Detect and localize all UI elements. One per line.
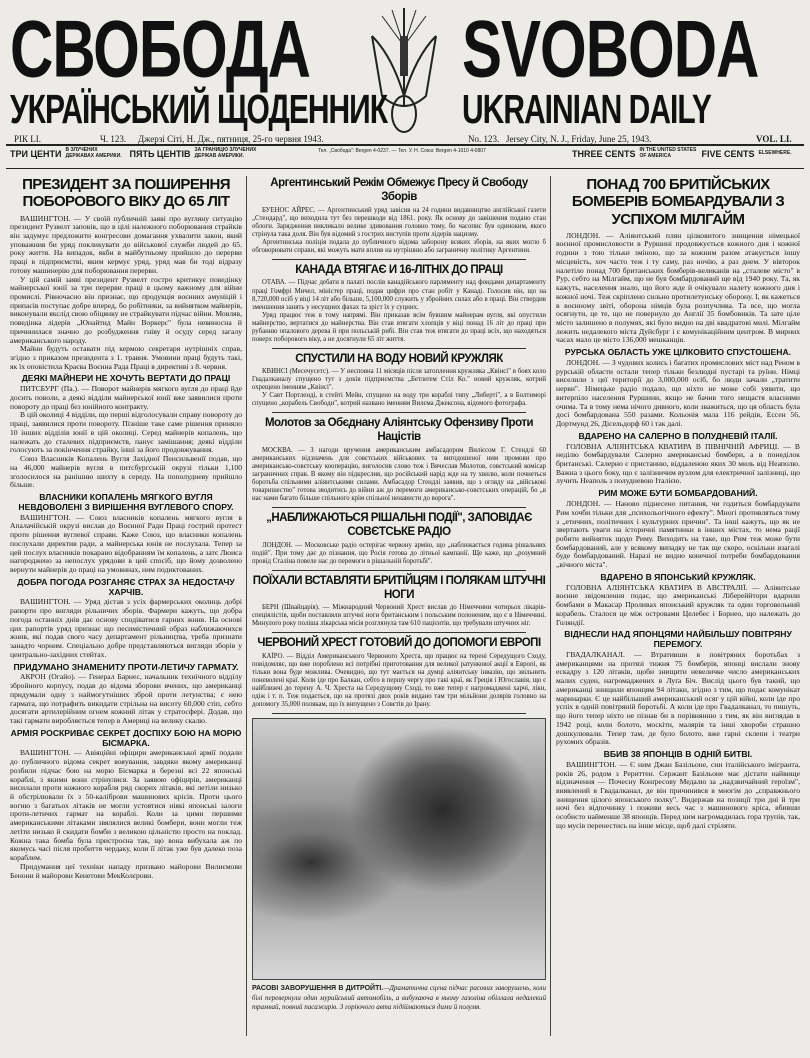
article bbox=[556, 348, 800, 429]
price-note-en: IN THE UNITED STATES OF AMERICA bbox=[639, 147, 697, 159]
article-paragraph: МОСКВА. — З нагоди вручення американським амбасадором Вилієсом Г. Стендлі 60 американських відзначень для совєтських військових та вигодошеної ним промови про американсько-совєтську кооперацію, виголосив слово теж і Вячеслав Молотов, совєтський комісар заграничних справ. В якому він підкреслив, що російський нарід жде на ту хвилю, коли почнеться боротьба спільними аліянтськими силами. Амбасадор Стендлі заявив, що з огляду на „військові товаришество" готова зводитись до війни аж до перемоги американсько-совєтських операцій, бо „в нас нами багато більше спільного крім спільної ненависти до ворога". bbox=[252, 447, 546, 503]
article-headline: ПРЕЗИДЕНТ ЗА ПОШИРЕННЯ ПОБОРОВОГО ВІКУ ДО 65 ЛІТ bbox=[22, 176, 230, 211]
date-ukrainian: Джерзі Сіті, Н. Дж., пятниця, 25-го червня 1943. bbox=[138, 134, 324, 144]
article-paragraph: ЛОНДОН. — Наново піднесено питання, чи годиться бомбардувати Рим хочби тільки для „психольогічного ефекту". Многі противляться тому з „етичних, політичних і культурних причин". Та інші кажуть, що як не звертають уваги на історичні памятники в інших містах, то нема рації робити вийняток щодо Риму. Виходить на таке, що Рим теж може бути бомбардований, але у всякому випадку не так ще скоро, оскільки взагалі буде бомбардований. Наразі не видно конечної потреби бомбардовання „вічного міста". bbox=[556, 499, 800, 570]
article-headline: ВЛАСНИКИ КОПАЛЕНЬ МЯГКОГО ВУГЛЯ НЕВДОВОЛЕНІ З ВИРІШЕННЯ ВУГЛЕВОГО СПОРУ. bbox=[18, 491, 234, 512]
article-paragraph: ВАШИНГТОН. — У своїй публичній заяві про вугляну ситуацію президент Рузвелт заповів, що в цілі належного поборювання страйків він задумує предложити конгресови домагання ухвалити закон, який уповажнив би уряд покликувати до військової служби людей до 65. року життя. На випадок, якби в майбутньому прийшло до перерви праці в підприємстві, яким кермує уряд, уряд мав би тоді відразу готову машинерію для поборювання перерви. bbox=[10, 213, 242, 275]
article bbox=[556, 573, 800, 627]
article bbox=[556, 630, 800, 747]
price-note-uk: В ЗЛУЧЕНИХ ДЕРЖАВАХ АМЕРИКИ. bbox=[65, 147, 122, 159]
article bbox=[10, 578, 242, 660]
article bbox=[252, 177, 546, 255]
article bbox=[252, 637, 546, 709]
price-five-cents-en: FIVE CENTS bbox=[701, 148, 755, 159]
volume-english: VOL. LI. bbox=[756, 134, 792, 144]
article bbox=[10, 493, 242, 575]
article-paragraph: Аргентинська поліція подала до публичного відома заборону всяких зборів, на яких могло б обговорювати справи, які можуть мати вплив на нутрішню або заграничну політику Аргентини. bbox=[252, 238, 546, 254]
article bbox=[556, 750, 800, 831]
divider bbox=[272, 570, 526, 571]
article-paragraph: ВАШИНГТОН. — Союз власників копалень мягкого вугля в Апалачійській окрузі вислав до Воєнної Ради Праці гострий протест проти рішення вуглевої справи. Каже Союз, що власники копалень послухали директив ради, а майнерська юнія не послухала. Тепер за цей послух власників покарано відобранням їм копалень, а затє Люиса нагороджено за непослух урядови в цей спосіб, що йому дозволено вернути майнерів до праці на умовинах, ним подиктованих. bbox=[10, 512, 242, 574]
left-column bbox=[10, 174, 242, 880]
article-headline: ВДАРЕНО В ЯПОНСЬКИЙ КРУЖЛЯК. bbox=[600, 571, 756, 582]
divider bbox=[272, 507, 526, 508]
date-english: Jersey City, N. J., Friday, June 25, 1943. bbox=[506, 134, 652, 144]
article bbox=[556, 432, 800, 486]
photo-block bbox=[252, 718, 546, 1011]
title-english: SVOBODA bbox=[462, 3, 759, 94]
article bbox=[252, 575, 546, 629]
column-rule bbox=[246, 176, 247, 1036]
price-three-cents-uk: ТРИ ЦЕНТИ bbox=[10, 148, 62, 159]
article bbox=[252, 512, 546, 566]
article-headline: РИМ МОЖЕ БУТИ БОМБАРДОВАНИЙ. bbox=[598, 488, 758, 499]
divider bbox=[272, 259, 526, 260]
caption-text: —Драматична сцена підчас расових заворушень, коли білі перевернули один мурийський автомобіль, а вибухаюча в ньому газоліна обіллала недалекий трамвай, повний пасажирів. З горіючого авта підіймаються дими й полумя. bbox=[252, 984, 546, 1011]
article-headline: ВІДНЕСЛИ НАД ЯПОНЦЯМИ НАЙБІЛЬШУ ПОВІТРЯНУ ПЕРЕМОГУ. bbox=[564, 629, 792, 650]
article-headline: ДЕЯКІ МАЙНЕРИ НЕ ХОЧУТЬ ВЕРТАТИ ДО ПРАЦІ bbox=[21, 373, 231, 384]
article bbox=[10, 374, 242, 490]
middle-column bbox=[252, 174, 546, 1012]
title-ukrainian: СВОБОДА bbox=[10, 3, 310, 94]
article-paragraph: ВАШИНГТОН. — Уряд дістав з усіх фармерських околиць добрі рапорти про вигляди рільничих зборів. Фармери кажуть, що добра погода останніх днів дає основу сподіватися гарних жнив. На основі цих рапортів уряд признає що песимістичний образ наближаючихся жнив, які подав свого часу департамент рільництва, треба признати занадто чорним. Спеціально добре представляються вигляди зборів у центрально-західних стейтах. bbox=[10, 597, 242, 659]
article-headline: СПУСТИЛИ НА ВОДУ НОВИЙ КРУЖЛЯК bbox=[295, 352, 503, 365]
article-headline: Молотов за Обєднану Аліянтську Офензиву Проти Націстів bbox=[264, 417, 534, 444]
price-three-cents-en: THREE CENTS bbox=[572, 148, 636, 159]
article-paragraph: ГВАДАЛКАНАЛ. — Втративши в повітряних боротьбах з американцями на протязі тижня 75 бомберів, японці вислали знову ескадру з 120 літаків, щоби знищити невеличке число американських малих суден, нагромаджених в Луґа Біч. Вислід цього був такий, що американці знищили японцям 94 літаки, згідно з тим, що подає комунікат маринарки. Є це найбільший американський осяг у цій війні, коли іде про успіх в одній повітряній боротьбі. А коли іде про Гвадалканал, то пишуть, що його тепер ніхто не пізнав би в порівнянню з тим, як він виглядав в 1942 році, коли болото, москіти, малярія та інші хвороби страшно дошкулювали. Тепер там, де було болото, вже гарні склепи і театри рухомих образів. bbox=[556, 650, 800, 747]
article-paragraph: ЛОНДОН. — Аліянтський плян цілковитого знищення німецької воєнної промисловости в Руршині продовжується кожного дня і кожної години з тою тільки зміною, що за кожним разом атакується іншу місцевість, хоч часто теж і ту саму, раз ночію, а раз днем. У вівторок налетіло понад 700 британських бомберів-великанів на „сталеве місто" в Рур, себто на Мілгайм, що не був бомбардований ще від 1940 року. Та, як кажуть, населення знало, що його жде й очікувало налету кожного дня і кожної ночі. Теж скріплено сильно протилетунську оборону. І, як кажеться в воєнному звіті, оборона німців була розпучлива. Та все, що могла осягнути, це те, що не повернуло до Англії 35 бомбовиків. Та зате ціле місто залишено в полумях, які було видно на дві квадратові милі. Мілгайм лежить недалекого міста Дуйсбург і є комунікаційним центром. В мирних часах мало це місто 136,000 мешканців. bbox=[556, 230, 800, 345]
article-paragraph: ВАШИНГТОН. — Є ним Джан Базільоне, син італійського імігранта, років 26, родом з Рериттен. Сержант Базільоне має дістати найвище відзначення — Почесну Конґресову Медалю за „надзвичайний героїзм", виявлений в Гвадалканал, де він причинився в многім до „справжнього знищення цілого японського полку". Видержав на позиції три дні й три ночі без відпочинку і поживи весь час з машинового кріса, вбивши особисто найменше 38 японців. Перед ним нагромадилась гора трупів, так, що мусів перенестись на інше місце, щоб далі стріляти. bbox=[556, 759, 800, 830]
year-ukrainian: РІК LI. bbox=[14, 134, 41, 144]
article-paragraph: ГОЛОВНА АЛІЯНТСЬКА КВАТИРА В АВСТРАЛІЇ. — Аліянтське воєнне звідомлення подає, що американські Лібереййтори вдарили бомбами в Макасар Проливах японський кружляк та один торговельний корабель. Сталося це між островами Целебес і Борнео, що належать до Голяндії. bbox=[556, 582, 800, 627]
article-paragraph: У Савт Портленді, в стейті Мейн, спущено на воду три кораблі типу „Либерті", а в Болтиморі спущено „корабель Свободи", котрий названо іменням Вилєма Джексона, відомого фотографа. bbox=[252, 392, 546, 408]
phone-numbers: Тел. „Свобода": Bergen 4-0237. — Тел. У. Н. Союз: Bergen 4-1010 4-0807 bbox=[318, 148, 486, 154]
article-paragraph: У цій самій заяві президент Рузвелт гостро критикує поведінку майнерської юнії за три перерви праці в цьому важному для війни промислі. Рівночасно він признає, що продукція воєнних амуніцій і припасів поступає добре вперед, бо робітники, за вийнятком майнерів, виконували якслід свою обіцянку не страйкувати підчас війни. Мовляв, поведінка лідерів „Юнайтид Майн Воркерс" була невиносна й причинилася значно до розбудження гніву й осуду серед загалу американського народу. bbox=[10, 274, 242, 345]
subtitle-ukrainian: УКРАЇНСЬКИЙ ЩОДЕННИК bbox=[10, 88, 388, 133]
divider bbox=[6, 168, 804, 169]
article-headline: ПОЇХАЛИ ВСТАВЛЯТИ БРИТІЙЦЯМ І ПОЛЯКАМ ШТУЧНІ НОГИ bbox=[252, 574, 546, 601]
article-headline: ПОНАД 700 БРИТІЙСЬКИХ БОМБЕРІВ БОМБАРДУВАЛИ З УСПІХОМ МІЛГАЙМ bbox=[571, 176, 785, 228]
article-paragraph: Союз Власників Копалень Вугля Західної Пенсильвенії подав, що на 46,000 майнерів вугля в питсбургській окрузі тільки 1,100 зголосилося на ранішню шихту в середу. На пополудневу прийшло більше. bbox=[10, 454, 242, 490]
article-headline: АРМІЯ РОСКРИВАЄ СЕКРЕТ ДОСПІХУ БОЮ НА МОРЮ БІСМАРКА. bbox=[10, 727, 242, 748]
issue-ukrainian: Ч. 123. bbox=[100, 134, 127, 144]
riot-photo bbox=[252, 718, 546, 980]
price-bar-ukrainian bbox=[10, 148, 271, 159]
article bbox=[10, 176, 242, 371]
article bbox=[252, 353, 546, 409]
article-headline: ЧЕРВОНИЙ ХРЕСТ ГОТОВИЙ ДО ДОПОМОГИ ЕВРОПІ bbox=[257, 637, 541, 650]
article bbox=[556, 176, 800, 345]
article-paragraph: ЛОНДОН. — З чудових колись і багатих промислових міст над Реном в рурській области остали тепер тільки безлюдні пустарі та руїни. Німці виселили з цеї території до 3,000,000 осіб, бо люди зачали „тратити нерви". Німецьке радіо подало, що ніхто не може собі уявити, що витерпіло населення Руршини, якщо не бачив того нещастя власними очима. Та в тому нема нічого дивного, коли зважиться, що ця область була досі бомбардована 550 разами. Кольонія мала 116 рейдів, Ессен 56, Дортмунд 26, Дісельдорф 60 і так далі. bbox=[556, 357, 800, 428]
price-note-elsewhere: ELSEWHERE. bbox=[758, 149, 792, 156]
price-note-abroad-uk: ЗА ГРАНИЦЮ ЗЛУЧЕНИХ ДЕРЖАВ АМЕРИКИ. bbox=[194, 147, 257, 159]
article-paragraph: КВИНСІ (Месечусетс). — У несповна 11 місяців після затоплення кружляка „Квінсі" в боях коло Гвадалканалу спущено тут з доків підприємства „Бетлеґем Стіл Ко." новий кружляк, котрий охрещено іменням „Квінсі". bbox=[252, 368, 546, 392]
price-five-cents-uk: ПЯТЬ ЦЕНТІВ bbox=[129, 148, 191, 159]
article-paragraph: В цій околиці 4 відділи, що перші відголосували справу повороту до праці, заявилися проти повороту. Пізніше таке саме рішення приняло 10 інших відділів юнії в цій околиці. Серед майнерів копалень, що належать до сталевих підприємств, панує замішання; деякі відділи голосують за покінчення страйку, інші за його продовжування. bbox=[10, 410, 242, 455]
article-headline: „НАБЛИЖАЮТЬСЯ РІШАЛЬНІ ПОДІЇ", ЗАПОВІДАЄ СОВЄТСЬКЕ РАДІО bbox=[266, 512, 532, 538]
divider bbox=[272, 632, 526, 633]
price-bar-english bbox=[572, 148, 793, 159]
article bbox=[10, 663, 242, 726]
article-headline: Аргентинський Режім Обмежує Пресу й Свободу Зборів bbox=[270, 177, 528, 203]
right-column bbox=[556, 174, 800, 831]
column-rule bbox=[550, 176, 551, 1036]
issue-english: No. 123. bbox=[468, 134, 500, 144]
divider bbox=[272, 348, 526, 349]
caption-title: РАСОВІ ЗАВОРУШЕННЯ В ДИТРОЙТІ. bbox=[252, 985, 384, 993]
article bbox=[252, 264, 546, 344]
article-headline: ВДАРЕНО НА САЛЕРНО В ПОЛУДНЕВІЙ ІТАЛІЇ. bbox=[578, 430, 778, 441]
article-paragraph: ПИТСБУРГ (Па.). — Поворот майнерів мягкого вугля до праці йде досить поволи, а деякі відділи майнерської юнії вже заявилися проти повороту до праці без юнійного контракту. bbox=[10, 384, 242, 411]
article bbox=[10, 729, 242, 881]
article-paragraph: АКРОН (Огайо). — Генерал Барнес, начальник технічного відділу збройного корпусу, подав до відома зборови вчених, що американці придумали одну з наймогутніших зброй проти летунства; є нею гармата, що потрафить викидати стрільна на висоту 60,000 стіп, себто досягати артилерійним огнем кожний літак у стратосфері. Додав, що такі гармати виробляється тепер в Америці на велику скалю. bbox=[10, 672, 242, 725]
article-paragraph: ЛОНДОН. — Московське радіо остерігає червону армію, що „наближається година рішальних подій". При тому дає до пізнання, що Росія готова до літньої кампанії. Ще каже, що „розумний провід Сталіна повеле нас до перемоги в рішальній боротьбі". bbox=[252, 541, 546, 565]
article-paragraph: ГОЛОВНА АЛІЯНТСЬКА КВАТИРА В ПІВНІЧНІЙ АФРИЦІ. — В неділю бомбардували Салерно американські бомбери, а в понеділок британські. Салерно є пристанню, віддаленою яких 30 миль від Неаполю. Важна з цього боку, що є залізничим вузлом для електричної залізниці, що лучить Неаполь з полудневою Італією. bbox=[556, 441, 800, 486]
article-paragraph: Уряд працює теж в тому напрямі. Він приказав всім бувшим майнерам вугля, які опустили майнерство, вертатися до майнерства. Він став втягати хлопців у віці понад 16 літ до праці при рубанню опалового дерева й при польській рибі. Він став теж втягати до праці всіх, що находяться поверх поборового віку, а не досягнули 65 літ життя. bbox=[252, 311, 546, 343]
article-paragraph: ОТАВА. — Підчас дебати в палаті послів канадійського парляменту над фондами департаменту праці Гомфрі Мичел, міністер праці, подав цифри про стан робіт у Канаді. Голосив він, що на 8,720,000 осіб у віці 14 літ або більше, 5,100,000 служить у збройних силах або в праці. Він ствердив зменшення занять у несущних фахах та зріст їх у суцних. bbox=[252, 279, 546, 311]
article-paragraph: Майни будуть оставати під кермою секретаря нутрішніх справ, згідно з приказом президента з 1. травня. Умовини праці будуть такі, як їх оповістила Краєва Воєнна Рада Праці в директиві з 8. червня. bbox=[10, 344, 242, 371]
article-headline: ВБИВ 38 ЯПОНЦІВ В ОДНІЙ БИТВІ. bbox=[603, 748, 753, 759]
article-headline: ДОБРА ПОГОДА РОЗГАНЯЄ СТРАХ ЗА НЕДОСТАЧУ ХАРЧІВ. bbox=[17, 576, 235, 597]
article-headline: КАНАДА ВТЯГАЄ И 16-ЛІТНІХ ДО ПРАЦІ bbox=[295, 263, 503, 276]
article-headline: РУРСЬКА ОБЛАСТЬ УЖЕ ЦІЛКОВИТО СПУСТОШЕНА. bbox=[564, 347, 792, 358]
article-paragraph: БЕРН (Швайцарія). — Міжнародний Червоний Хрест вислав до Німеччини чотирьох лікарів-спеціялістів, щоби поставляли штучні ноги британським і польським полоненим, що є в Німеччині. Минулого року поліша лікарська місія розглянула там 610 пацієнтів, що требували штучних ніг. bbox=[252, 604, 546, 628]
divider bbox=[6, 144, 804, 146]
middle-articles bbox=[252, 177, 546, 714]
article-paragraph: КАЇРО. — Відділ Американського Червоного Хреста, що працює на терені Середущого Сходу, повідомляє, що вже пороблено всі потрібні приготовання для великої ратункової акції в Европі, як тільки вона буде можлива. Очевидно, що тут мається на думці аліянтську інвазію, що звільнить поневолені краї. Коли іде про Балкан, себто в першу чергу про такі краї, як Греція і Югославія, що є найближчі до терену А. Ч. Хреста на Середущому Сході, то вже тепер є нагромаджені харчі, ліки, одіж і т. п. Теж подається, що на протязі двох років видано там три мільйони долярів головно на допомогу 35,000 полякам, що їх випущено з Совєтів до Ірану. bbox=[252, 653, 546, 709]
article bbox=[252, 417, 546, 503]
article bbox=[556, 489, 800, 570]
article-paragraph: БУЕНОС АЙРЕС. — Аргентинський уряд завісив на 24 години видавництво англійської газети „Стендард", що виходила тут без перешкоди від 1861. року. Як основу до завішення подано стан облоги. Зарядження викликало велике здивовання головно тому, бо часопис був одиноким, якого стрінула така доля. Він був відомий з гострих виступів проти лідерів нацизму. bbox=[252, 206, 546, 238]
article-paragraph: Придумання цеї техніки нападу призвано майорови Вилиємови Бенони й майорови Кенетови МекКолєрови. bbox=[10, 861, 242, 880]
photo-caption bbox=[252, 984, 546, 1011]
article-paragraph: ВАШИНГТОН. — Авіяційні офіцири американської армії подали до публичного відома секрет вояування, завдяки якому американці розбили підчас бою на морю Бісмарка в березні всі 22 японські кораблі, з якими вони стрінулися. За заявою офіцирів, американці висилали проти кожного корабля ряд скорих літаків, які летіли низько й обстрілювали їх з 50-каліброви машинових крісів. Проти цього вогню з багатьох літаків не могли устоятися ніякі японські залоги проти-летичих гармат на кораблі. Коли за цими першими американськими літаками звялялися великі бомбери, вони могли теж летіти низько й скидати бомби з великою цільністю просто на поклад. Кожна така бомба була пристроєна так, що вона вибухала аж по якомусь часі після пробиття чердаку, коли її літак уже був далеко поза кораблем. bbox=[10, 748, 242, 863]
article-headline: ПРИДУМАНО ЗНАМЕНИТУ ПРОТИ-ЛЕТИЧУ ГАРМАТУ. bbox=[13, 661, 239, 672]
divider bbox=[272, 412, 526, 413]
divider bbox=[272, 713, 526, 714]
subtitle-english: UKRAINIAN DAILY bbox=[462, 88, 711, 133]
